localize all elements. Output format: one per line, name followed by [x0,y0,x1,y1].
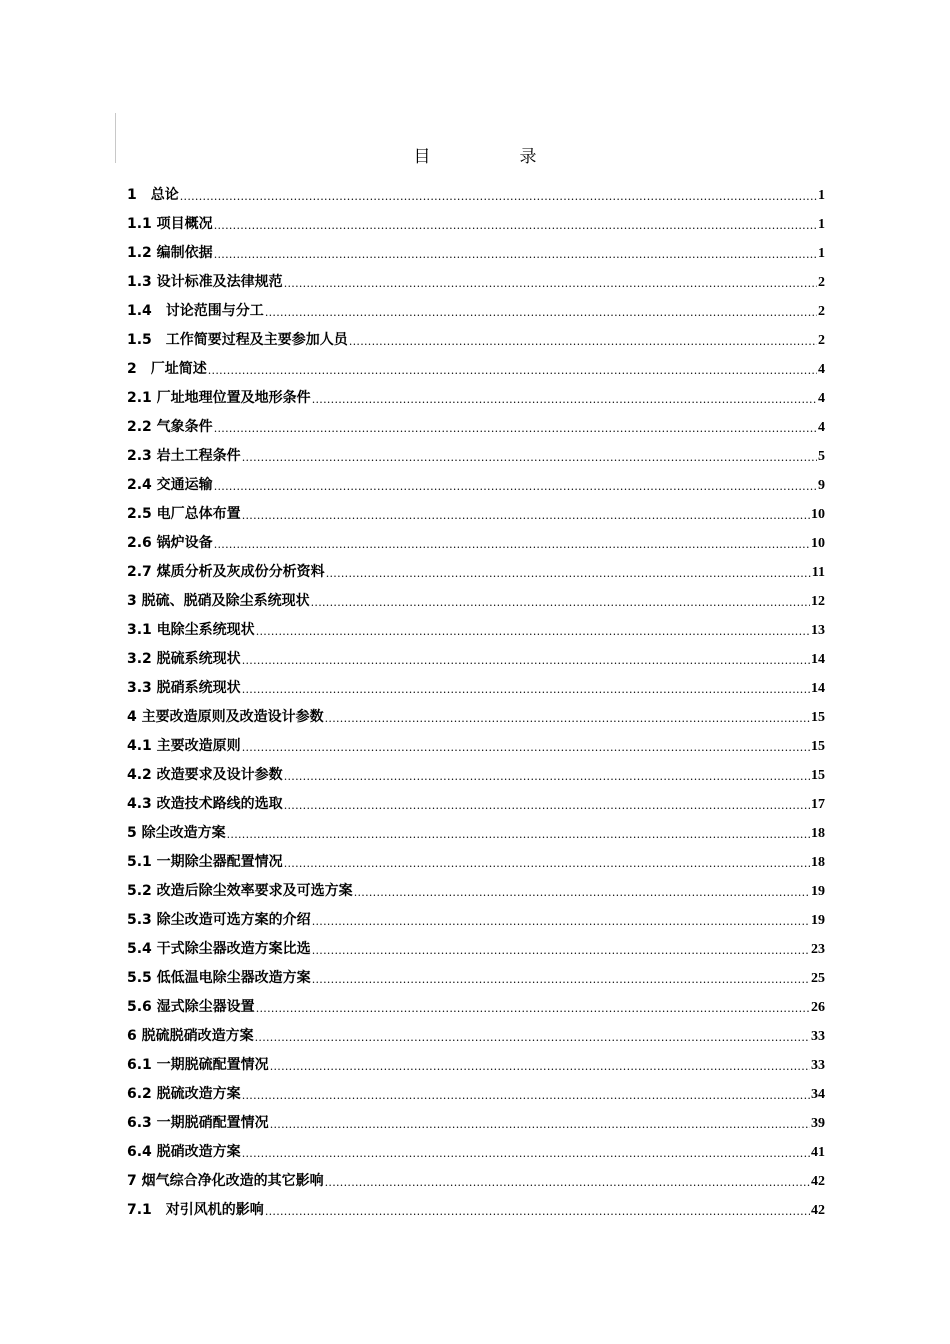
toc-entry-page-number: 4 [818,391,825,406]
toc-entry-page-number: 1 [818,246,825,261]
toc-entry-label: 2.5 电厂总体布置 [127,506,241,522]
toc-entry-label: 5.4 干式除尘器改造方案比选 [127,941,311,957]
toc-entry-label: 2.3 岩土工程条件 [127,448,241,464]
toc-entry-page-number: 18 [811,826,825,841]
toc-entry[interactable] [127,384,825,413]
toc-dot-leader [242,1141,810,1167]
toc-dot-leader [284,764,810,790]
toc-dot-leader [326,561,811,587]
toc-entry-page-number: 2 [818,275,825,290]
toc-entry-label: 5.5 低低温电除尘器改造方案 [127,970,311,986]
toc-entry-page-number: 42 [811,1174,825,1189]
toc-dot-leader [242,677,810,703]
toc-dot-leader [256,996,810,1022]
toc-entry-page-number: 9 [818,478,825,493]
toc-entry-label: 2.1 厂址地理位置及地形条件 [127,390,311,406]
toc-dot-leader [270,1054,810,1080]
toc-dot-leader [214,213,817,239]
toc-dot-leader [265,1199,810,1225]
toc-entry-page-number: 34 [811,1087,825,1102]
toc-entry-page-number: 13 [811,623,825,638]
toc-entry-page-number: 10 [811,507,825,522]
toc-entry-label: 5.1 一期除尘器配置情况 [127,854,283,870]
toc-entry[interactable] [127,732,825,761]
toc-entry-label: 1.1 项目概况 [127,216,213,232]
toc-entry-label: 5 除尘改造方案 [127,825,226,841]
toc-entry-label: 1.4 讨论范围与分工 [127,303,264,319]
toc-entry[interactable] [127,703,825,732]
toc-entry-label: 6.4 脱硝改造方案 [127,1144,241,1160]
toc-entry-page-number: 23 [811,942,825,957]
toc-entry[interactable] [127,500,825,529]
toc-entry-page-number: 15 [811,768,825,783]
toc-entry[interactable] [127,442,825,471]
toc-entry-page-number: 4 [818,362,825,377]
toc-entry[interactable] [127,1138,825,1167]
toc-entry-page-number: 39 [811,1116,825,1131]
toc-dot-leader [312,387,817,413]
toc-entry-label: 4.1 主要改造原则 [127,738,241,754]
toc-dot-leader [311,590,810,616]
toc-entry[interactable] [127,210,825,239]
toc-entry-page-number: 18 [811,855,825,870]
toc-entry[interactable] [127,239,825,268]
toc-entry[interactable] [127,790,825,819]
toc-dot-leader [265,300,817,326]
toc-entry-label: 1.5 工作简要过程及主要参加人员 [127,332,348,348]
toc-entry[interactable] [127,1196,825,1225]
toc-entry-page-number: 33 [811,1029,825,1044]
toc-entry-page-number: 41 [811,1145,825,1160]
toc-entry-page-number: 33 [811,1058,825,1073]
toc-dot-leader [270,1112,810,1138]
toc-dot-leader [255,1025,810,1051]
toc-entry[interactable] [127,181,825,210]
toc-entry-label: 5.2 改造后除尘效率要求及可选方案 [127,883,353,899]
toc-entry-page-number: 26 [811,1000,825,1015]
toc-entry-label: 2.4 交通运输 [127,477,213,493]
toc-entry-label: 7 烟气综合净化改造的其它影响 [127,1173,324,1189]
toc-entry[interactable] [127,529,825,558]
toc-entry[interactable] [127,645,825,674]
toc-entry-label: 4.3 改造技术路线的选取 [127,796,283,812]
toc-dot-leader [325,706,810,732]
toc-entry[interactable] [127,587,825,616]
toc-dot-leader [180,184,817,210]
toc-entry-label: 2.2 气象条件 [127,419,213,435]
toc-dot-leader [349,329,817,355]
toc-dot-leader [214,532,810,558]
toc-dot-leader [242,1083,810,1109]
toc-entry-page-number: 12 [811,594,825,609]
toc-entry-page-number: 1 [818,217,825,232]
toc-dot-leader [242,445,817,471]
toc-entry[interactable] [127,297,825,326]
toc-dot-leader [227,822,810,848]
toc-entry-label: 6 脱硫脱硝改造方案 [127,1028,254,1044]
toc-dot-leader [214,474,817,500]
table-of-contents [127,181,825,1225]
toc-dot-leader [312,967,810,993]
toc-entry-label: 1 总论 [127,187,179,203]
toc-entry[interactable] [127,1109,825,1138]
toc-entry-page-number: 14 [811,681,825,696]
toc-entry-label: 3.1 电除尘系统现状 [127,622,255,638]
toc-entry-label: 6.3 一期脱硝配置情况 [127,1115,269,1131]
toc-entry[interactable] [127,674,825,703]
toc-entry-page-number: 11 [811,565,825,580]
toc-entry-label: 6.2 脱硫改造方案 [127,1086,241,1102]
toc-entry[interactable] [127,1167,825,1196]
toc-entry-label: 2.7 煤质分析及灰成份分析资料 [127,564,325,580]
toc-dot-leader [354,880,810,906]
toc-entry-page-number: 5 [818,449,825,464]
toc-entry[interactable] [127,877,825,906]
toc-entry[interactable] [127,355,825,384]
toc-entry[interactable] [127,848,825,877]
toc-dot-leader [284,793,810,819]
toc-entry-label: 5.3 除尘改造可选方案的介绍 [127,912,311,928]
toc-entry-page-number: 17 [811,797,825,812]
toc-dot-leader [312,909,810,935]
toc-entry[interactable] [127,326,825,355]
toc-entry[interactable] [127,616,825,645]
toc-entry[interactable] [127,1022,825,1051]
toc-entry-page-number: 19 [811,913,825,928]
toc-entry-label: 3 脱硫、脱硝及除尘系统现状 [127,593,310,609]
toc-dot-leader [242,735,810,761]
toc-entry[interactable] [127,558,825,587]
toc-entry[interactable] [127,993,825,1022]
toc-entry-label: 6.1 一期脱硫配置情况 [127,1057,269,1073]
page-title: 目 录 [413,147,573,167]
toc-dot-leader [214,242,817,268]
toc-entry-label: 3.3 脱硝系统现状 [127,680,241,696]
toc-entry-label: 4 主要改造原则及改造设计参数 [127,709,324,725]
toc-entry-page-number: 1 [818,188,825,203]
toc-entry[interactable] [127,1080,825,1109]
toc-entry[interactable] [127,761,825,790]
toc-entry-page-number: 15 [811,739,825,754]
toc-dot-leader [242,503,810,529]
toc-entry-label: 2 厂址简述 [127,361,207,377]
toc-entry-page-number: 2 [818,304,825,319]
toc-entry-label: 4.2 改造要求及设计参数 [127,767,283,783]
toc-dot-leader [325,1170,810,1196]
toc-dot-leader [242,648,810,674]
toc-entry[interactable] [127,268,825,297]
toc-dot-leader [284,271,817,297]
toc-entry-page-number: 4 [818,420,825,435]
toc-entry-page-number: 19 [811,884,825,899]
toc-dot-leader [256,619,810,645]
toc-entry[interactable] [127,906,825,935]
toc-dot-leader [312,938,810,964]
toc-entry-page-number: 2 [818,333,825,348]
toc-dot-leader [208,358,817,384]
toc-entry-label: 1.2 编制依据 [127,245,213,261]
toc-entry-label: 7.1 对引风机的影响 [127,1202,264,1218]
toc-entry-page-number: 15 [811,710,825,725]
toc-entry-label: 3.2 脱硫系统现状 [127,651,241,667]
toc-dot-leader [214,416,817,442]
toc-entry[interactable] [127,819,825,848]
toc-entry[interactable] [127,1051,825,1080]
toc-entry-label: 5.6 湿式除尘器设置 [127,999,255,1015]
toc-entry-label: 1.3 设计标准及法律规范 [127,274,283,290]
toc-entry[interactable] [127,964,825,993]
toc-entry-page-number: 10 [811,536,825,551]
toc-dot-leader [284,851,810,877]
toc-entry-label: 2.6 锅炉设备 [127,535,213,551]
toc-entry-page-number: 25 [811,971,825,986]
toc-entry[interactable] [127,935,825,964]
toc-entry[interactable] [127,471,825,500]
toc-entry[interactable] [127,413,825,442]
toc-entry-page-number: 42 [811,1203,825,1218]
toc-entry-page-number: 14 [811,652,825,667]
